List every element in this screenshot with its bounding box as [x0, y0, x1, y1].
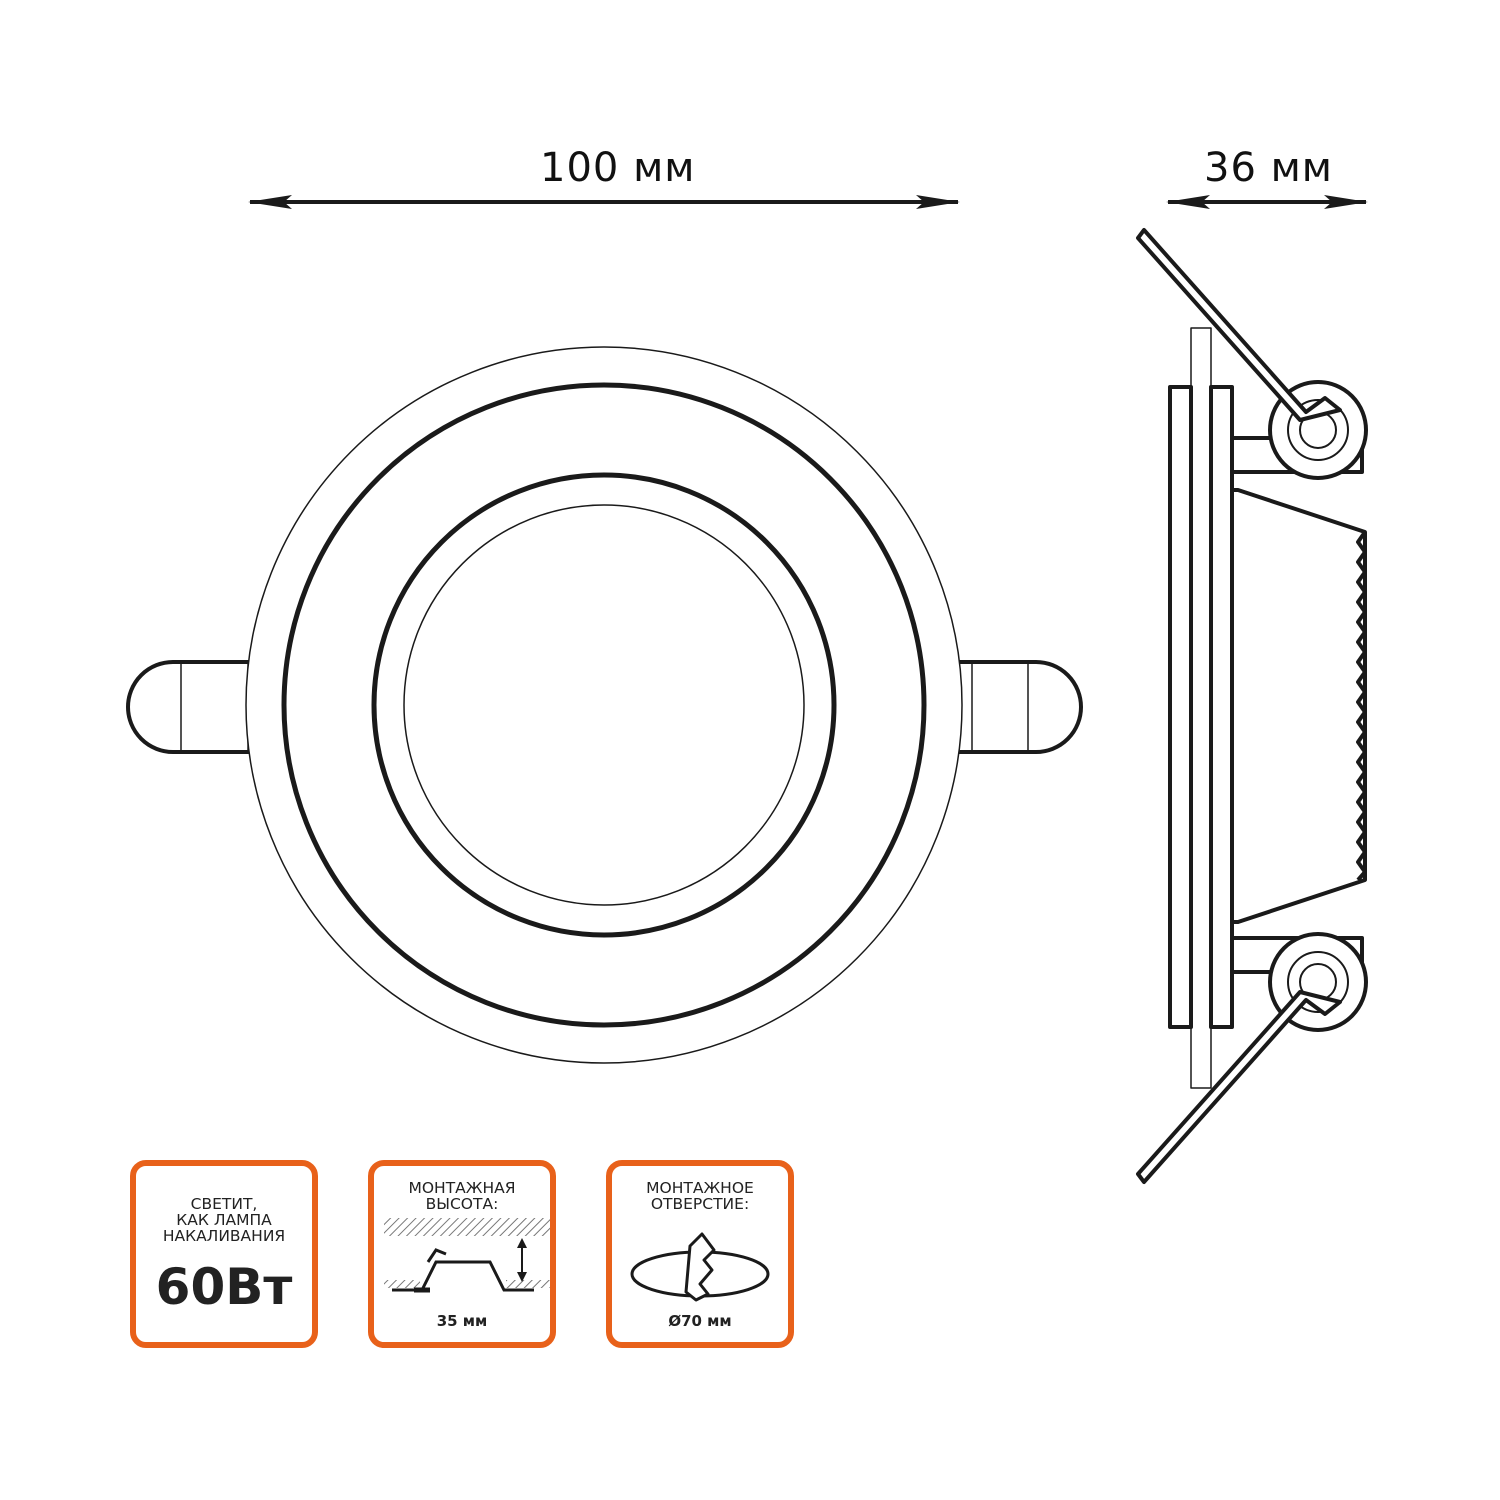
width-dimension-label: 100 мм — [540, 145, 696, 191]
outer-glass-ring — [246, 347, 962, 1063]
side-view — [1138, 230, 1366, 1182]
side-panel-plate — [1211, 387, 1232, 1027]
badge-caption-line: МОНТАЖНАЯ — [408, 1179, 516, 1197]
badge-caption-line: КАК ЛАМПА — [176, 1211, 272, 1229]
badge-caption-line: МОНТАЖНОЕ — [646, 1179, 754, 1197]
mounting-height-value: 35 мм — [436, 1312, 488, 1330]
badge-equivalent-wattage — [130, 1160, 318, 1348]
side-front-plate — [1170, 387, 1191, 1027]
cutout-diameter-value: Ø70 мм — [668, 1312, 732, 1330]
badge-caption-line: ОТВЕРСТИЕ: — [650, 1195, 750, 1213]
badge-caption-line: НАКАЛИВАНИЯ — [162, 1227, 286, 1245]
badge-caption-line: СВЕТИТ, — [190, 1195, 258, 1213]
depth-dimension-label: 36 мм — [1204, 145, 1333, 191]
wattage-value: 60Вт — [155, 1258, 293, 1316]
badge-caption-line: ВЫСОТА: — [425, 1195, 499, 1213]
side-glass-plate — [1191, 328, 1211, 1088]
badge-mounting-height — [368, 1160, 556, 1348]
badge-cutout-hole — [606, 1160, 794, 1348]
side-housing — [1232, 490, 1365, 922]
front-view — [128, 347, 1081, 1063]
